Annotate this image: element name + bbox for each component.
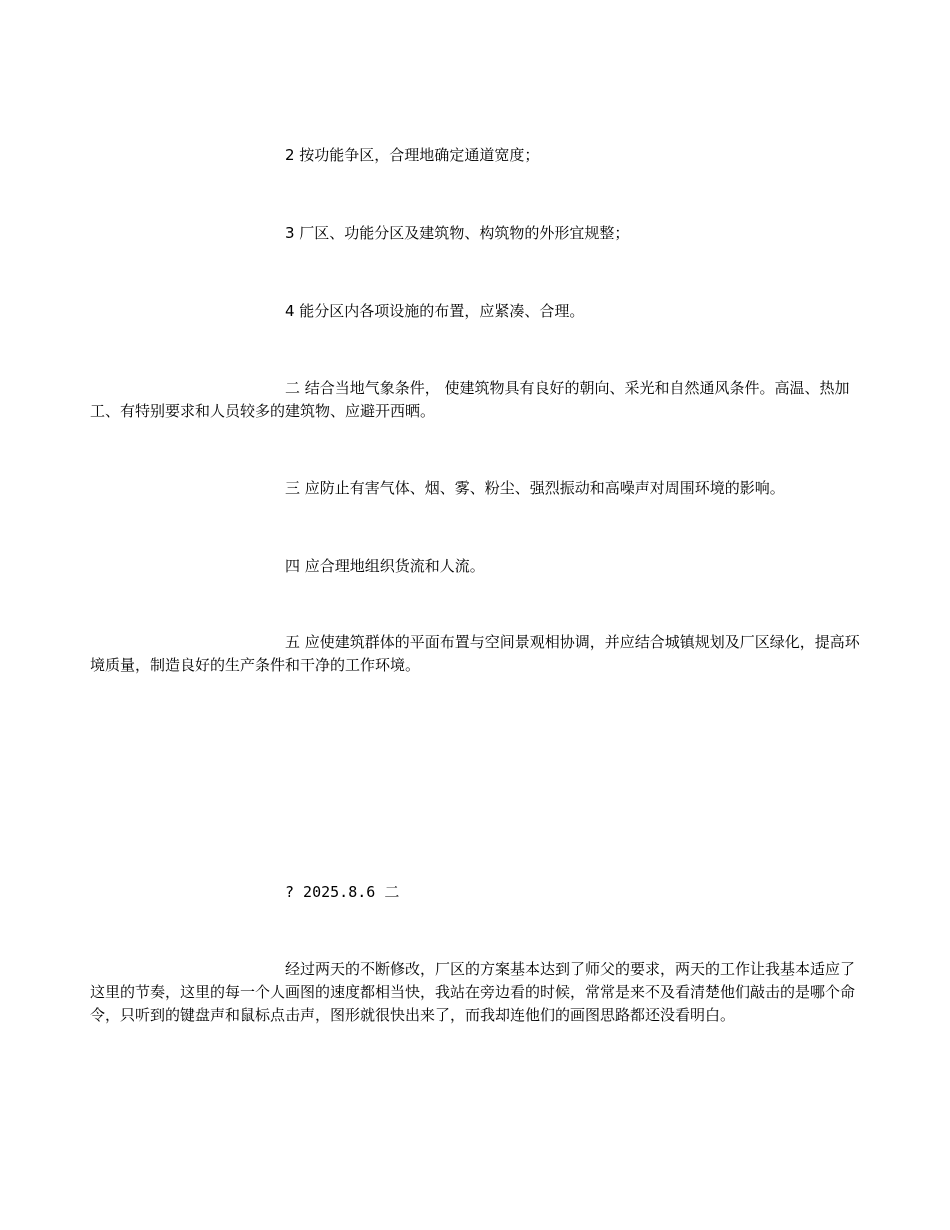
paragraph-item-3: 3 厂区、功能分区及建筑物、构筑物的外形宜规整； [285, 224, 630, 242]
paragraph-section-two: 二 结合当地气象条件， 使建筑物具有良好的朝向、采光和自然通风条件。高温、热加工、有特别要求和人员较多的建筑物、应避开西晒。 [90, 379, 850, 420]
paragraph-section-four: 四 应合理地组织货流和人流。 [285, 557, 485, 575]
diary-date-line: ? 2025.8.6 二 [285, 883, 400, 901]
paragraph-section-three: 三 应防止有害气体、烟、雾、粉尘、强烈振动和高噪声对周围环境的影响。 [285, 479, 785, 497]
diary-paragraph: 经过两天的不断修改，厂区的方案基本达到了师父的要求，两天的工作让我基本适应了这里的节奏，这里的每一个人画图的速度都相当快，我站在旁边看的时候，常常是来不及看清楚他们敲击的是哪个命令，只听到的键盘声和鼠标点击声，图形就很快出来了，而我却连他们的画图思路都还没看明白。 [90, 960, 856, 1024]
paragraph-item-4: 4 能分区内各项设施的布置，应紧凑、合理。 [285, 302, 585, 320]
paragraph-item-2: 2 按功能争区，合理地确定通道宽度； [285, 146, 540, 164]
paragraph-section-five: 五 应使建筑群体的平面布置与空间景观相协调，并应结合城镇规划及厂区绿化，提高环境质量，制造良好的生产条件和干净的工作环境。 [90, 633, 860, 674]
